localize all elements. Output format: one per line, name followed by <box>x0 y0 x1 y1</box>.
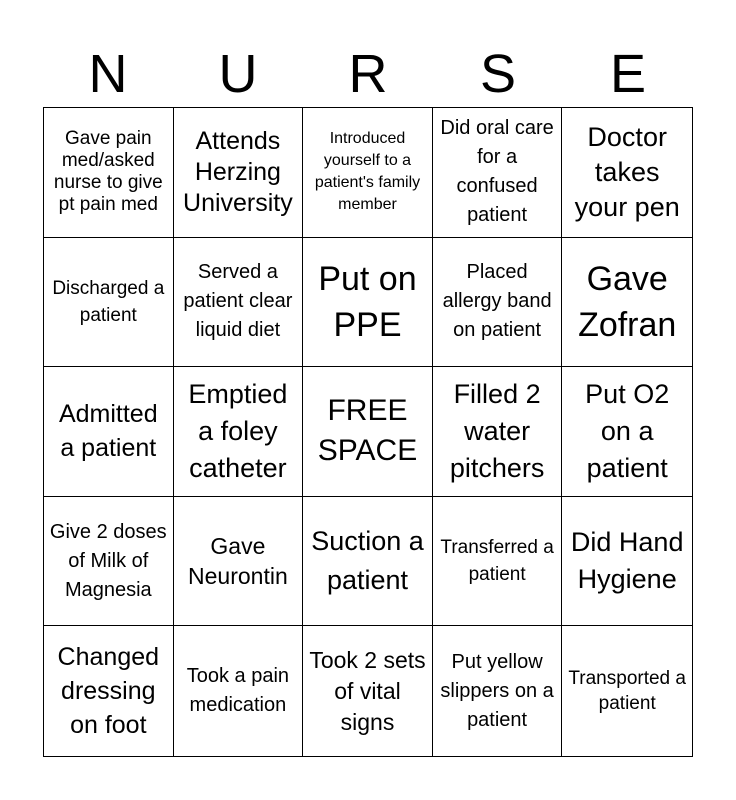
cell-text: Did oral care for a confused patient <box>440 117 554 227</box>
cell-text: Attends Herzing University <box>183 126 293 217</box>
cell-text: Transferred a patient <box>440 537 554 586</box>
bingo-cell[interactable] <box>562 626 692 756</box>
header-letter-r: R <box>348 44 388 104</box>
bingo-cell[interactable] <box>433 497 563 627</box>
cell-text: FREE SPACE <box>317 394 418 468</box>
cell-text: Took 2 sets of vital signs <box>309 646 426 735</box>
bingo-cell[interactable] <box>44 108 174 238</box>
bingo-cell[interactable] <box>303 108 433 238</box>
header-letter-u: U <box>218 44 258 104</box>
bingo-cell[interactable] <box>174 108 304 238</box>
bingo-cell[interactable] <box>433 367 563 497</box>
bingo-cell[interactable] <box>433 626 563 756</box>
bingo-cell[interactable] <box>44 238 174 368</box>
bingo-card <box>43 107 693 757</box>
cell-text: Suction a patient <box>311 526 424 596</box>
bingo-cell[interactable] <box>303 238 433 368</box>
header-letter-n: N <box>88 44 128 104</box>
bingo-cell[interactable] <box>174 367 304 497</box>
bingo-cell[interactable] <box>433 108 563 238</box>
bingo-header <box>43 40 693 108</box>
cell-text: Introduced yourself to a patient's family member <box>314 130 421 214</box>
cell-text: Changed dressing on foot <box>57 643 160 740</box>
bingo-cell[interactable] <box>303 626 433 756</box>
cell-text: Put yellow slippers on a patient <box>440 650 554 731</box>
bingo-cell[interactable] <box>44 367 174 497</box>
header-letter-e: E <box>609 44 647 104</box>
bingo-cell[interactable] <box>174 497 304 627</box>
cell-text: Gave pain med/asked nurse to give pt pain med <box>53 128 163 216</box>
cell-text: Served a patient clear liquid diet <box>183 261 293 342</box>
header-letter-s: S <box>479 44 517 104</box>
bingo-cell[interactable] <box>562 238 692 368</box>
cell-text: Doctor takes your pen <box>574 121 680 222</box>
bingo-cell[interactable] <box>562 367 692 497</box>
cell-text: Took a pain medication <box>186 665 290 717</box>
bingo-cell[interactable] <box>44 626 174 756</box>
cell-text: Put on PPE <box>318 259 417 344</box>
cell-text: Filled 2 water pitchers <box>449 378 545 483</box>
cell-text: Admitted a patient <box>58 400 158 463</box>
cell-text: Gave Neurontin <box>188 533 288 590</box>
cell-text: Discharged a patient <box>52 277 165 326</box>
bingo-cell[interactable] <box>174 238 304 368</box>
cell-text: Transported a patient <box>568 668 686 715</box>
bingo-cell[interactable] <box>174 626 304 756</box>
bingo-cell[interactable] <box>562 497 692 627</box>
cell-text: Emptied a foley catheter <box>188 378 288 483</box>
bingo-cell[interactable] <box>44 497 174 627</box>
cell-text: Gave Zofran <box>578 259 677 344</box>
cell-text: Placed allergy band on patient <box>442 261 552 342</box>
cell-text: Did Hand Hygiene <box>570 527 684 595</box>
bingo-cell[interactable] <box>303 497 433 627</box>
cell-text: Put O2 on a patient <box>585 378 670 483</box>
cell-text: Give 2 doses of Milk of Magnesia <box>49 520 167 601</box>
bingo-cell[interactable] <box>433 238 563 368</box>
bingo-cell[interactable] <box>562 108 692 238</box>
bingo-cell[interactable] <box>303 367 433 497</box>
